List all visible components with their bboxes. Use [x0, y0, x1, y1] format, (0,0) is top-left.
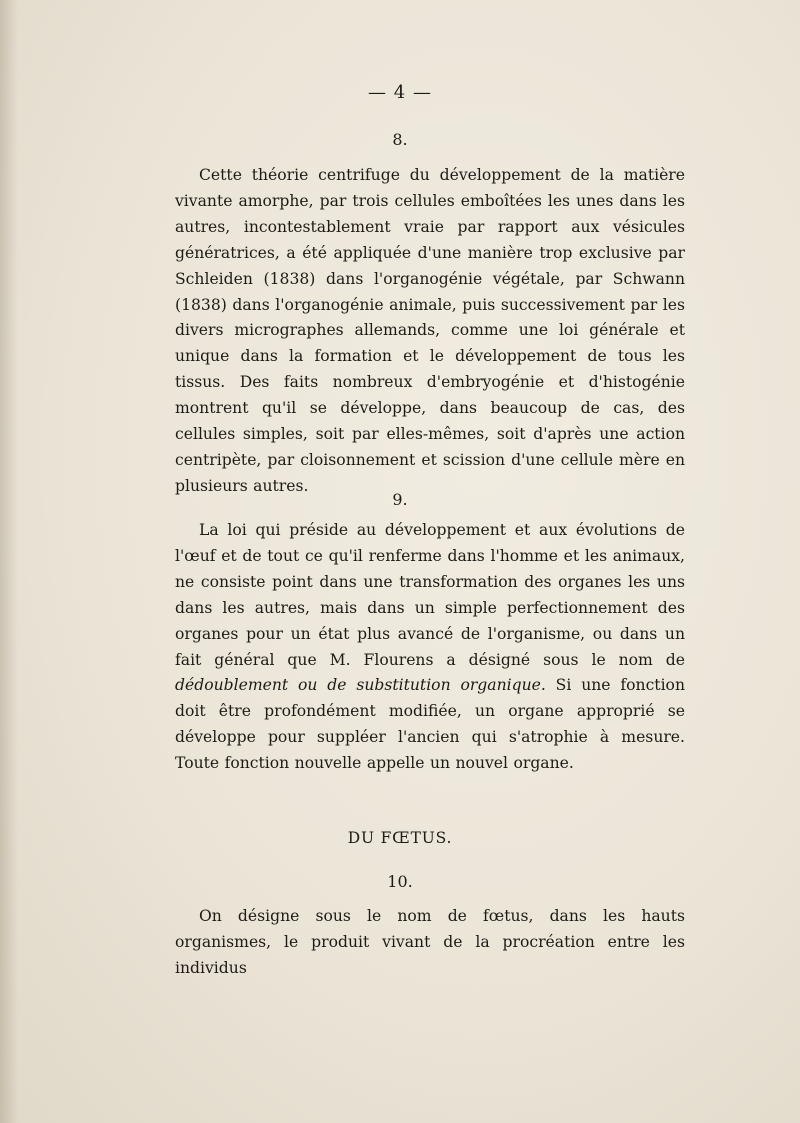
paragraph-section-9 [175, 518, 685, 777]
paragraph-section-9-text-b: Si une fonction doit être profondément modifiée, un organe approprié se développe pour suppléer l'ancien qui s'atrophie à mesure. Toute fonction nouvelle appelle un nouvel organe. [175, 676, 685, 773]
chapter-heading: DU FŒTUS. [347, 829, 453, 847]
paragraph-section-8 [175, 163, 685, 500]
paragraph-section-9-italic: dédoublement ou de substitution organique. [175, 676, 546, 695]
section-number-9: 9. [392, 490, 408, 509]
section-number-8: 8. [392, 130, 408, 149]
page-edge-shadow [0, 0, 18, 1123]
page-number-header: — 4 — [368, 82, 432, 103]
paragraph-section-10-text: On désigne sous le nom de fœtus, dans les hauts organismes, le produit vivant de la procréation entre les individus [175, 907, 685, 977]
section-number-10: 10. [387, 872, 413, 891]
paragraph-section-10 [175, 904, 685, 982]
paragraph-section-8-text: Cette théorie centrifuge du développement de la matière vivante amorphe, par trois cellules emboîtées les unes dans les autres, incontestablement vraie par rapport aux vésicules génératrices, a été appliquée d'une manière trop exclusive par Schleiden (1838) dans l'organogénie végétale, par Schwann (1838) dans l'organogénie animale, puis successivement par les divers micrographes allemands, comme une loi générale et unique dans la formation et le développement de tous les tissus. Des faits nombreux d'embryogénie et d'histogénie montrent qu'il se développe, dans beaucoup de cas, des cellules simples, soit par elles-mêmes, soit d'après une action centripète, par cloisonnement et scission d'une cellule mère en plusieurs autres. [175, 166, 685, 495]
paragraph-section-9-text-a: La loi qui préside au développement et aux évolutions de l'œuf et de tout ce qu'il renferme dans l'homme et les animaux, ne consiste point dans une transformation des organes les uns dans les autres, mais dans un simple perfectionnement des organes pour un état plus avancé de l'organisme, ou dans un fait général que M. Flourens a désigné sous le nom de [175, 521, 685, 669]
